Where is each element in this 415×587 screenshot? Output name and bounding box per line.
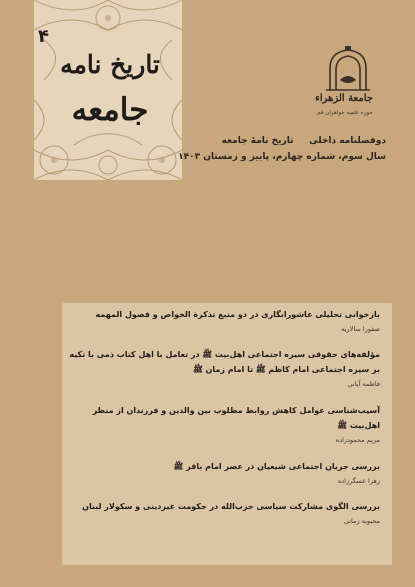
journal-title-line2: جامعه <box>71 92 149 128</box>
issue-line: سال سوم، شماره چهارم، پاییز و زمستان ۱۴۰۳ <box>178 152 386 162</box>
article-author: صفورا سالاریه <box>341 325 380 333</box>
article-author: فاطمه آیانی <box>347 380 380 388</box>
dome-logo-icon <box>316 46 380 130</box>
table-of-contents <box>62 303 392 565</box>
publisher-sub: حوزه علمیه خواهران قم <box>317 110 373 116</box>
journal-type-label: دوفصلنامه داخلی <box>309 136 386 146</box>
article-author: مریم محمودزاده <box>335 436 380 444</box>
article-title: آسیب‌شناسی عوامل کاهش روابط مطلوب بین والدین و فرزندان از منظر <box>92 406 380 415</box>
article-title: بازخوانی تحلیلی عاشورانگاری در دو منبع تذکرة الخواص و فصول المهمه <box>95 310 380 319</box>
article-4 <box>72 459 380 488</box>
publisher-name: جامعة الزهراء <box>315 93 373 104</box>
article-1 <box>72 307 380 336</box>
journal-meta <box>178 136 386 162</box>
article-title-continued: اهل‌بیت ﷺ <box>337 421 380 430</box>
issue-number: ۴ <box>38 26 49 47</box>
article-author: محبوبه زمانی <box>343 517 380 525</box>
meta-line1 <box>190 136 386 146</box>
article-2 <box>69 347 380 391</box>
article-author: زهرا عسگرزاده <box>337 477 380 485</box>
article-title-continued: بر سیره اجتماعی امام کاظم ﷺ تا امام زمان ﷺ <box>193 365 380 374</box>
article-title: مؤلفه‌های حقوقی سیره اجتماعی اهل‌بیت ﷺ در تعامل با اهل کتاب ذمی با تکیه <box>69 350 380 359</box>
journal-name-label: تاریخ نامهٔ جامعه <box>221 136 294 146</box>
article-title: بررسی جریان اجتماعی شیعیان در عصر امام باقر ﷺ <box>173 462 380 471</box>
article-title: بررسی الگوی مشارکت سیاسی حزب‌الله در حکومت غیردینی و سکولار لبنان <box>82 502 380 511</box>
journal-title-line1: تاریخ نامه <box>60 50 160 79</box>
article-5 <box>72 499 380 528</box>
article-3 <box>72 403 380 447</box>
journal-title <box>34 50 182 140</box>
